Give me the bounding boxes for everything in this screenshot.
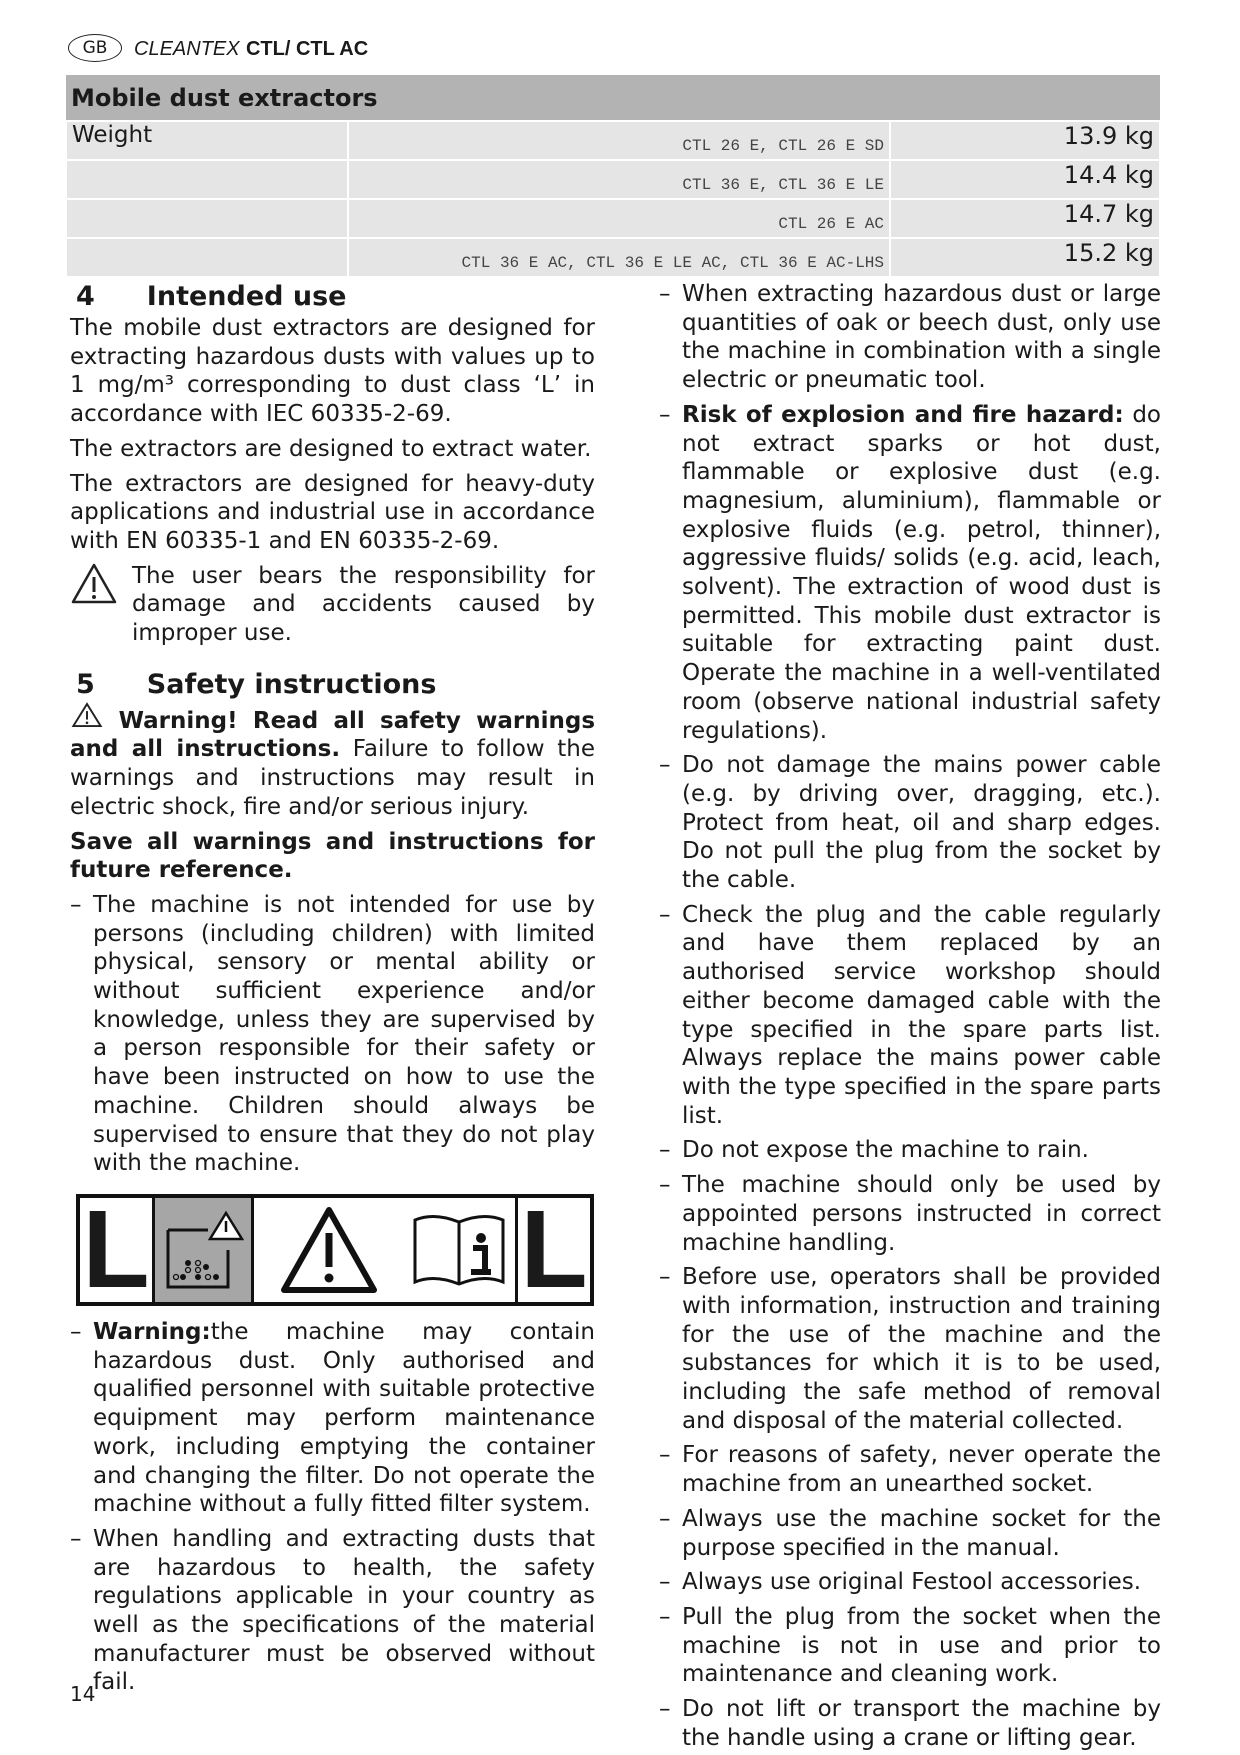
country-badge: GB bbox=[68, 34, 122, 62]
hazardous-dust-icon bbox=[155, 1198, 254, 1302]
safety-warning: Warning! Read all safety warnings and all instructions. Failure to follow the warnings and instructions may result in electric shock, fire and/or serious injury. bbox=[70, 702, 595, 822]
save-instructions: Save all warnings and instructions for future reference. bbox=[70, 828, 595, 884]
read-manual-icon bbox=[403, 1198, 518, 1302]
models: CTL 26 E, CTL 26 E SD bbox=[348, 121, 890, 160]
list-item: – The machine is not intended for use by persons (including children) with limited physical, sensory or mental ability or without sufficient experience and/or knowledge, unless they are supervised by a person responsible for their safety or have been instructed on how to use the machine. Children should always be supervised to ensure that they do not play with the machine. bbox=[70, 891, 595, 1178]
model: CTL/ CTL AC bbox=[245, 37, 369, 60]
table-row bbox=[66, 238, 1160, 277]
list-item: – Always use original Festool accessories. bbox=[659, 1568, 1161, 1597]
list-item: – When handling and extracting dusts that are hazardous to health, the safety regulations applicable in your country as well as the specifications of the material manufacturer must be observed without fail. bbox=[70, 1525, 595, 1697]
list-item: – When extracting hazardous dust or large quantities of oak or beech dust, only use the machine in combination with a single electric or pneumatic tool. bbox=[659, 280, 1161, 395]
section-4-heading: 4 Intended use bbox=[76, 281, 347, 312]
paragraph: The extractors are designed to extract water. bbox=[70, 435, 592, 462]
warning-triangle-icon bbox=[70, 702, 104, 728]
right-column bbox=[659, 280, 1161, 1755]
warning-triangle-icon bbox=[70, 562, 118, 606]
brand: CLEANTEX bbox=[134, 37, 240, 60]
page-number: 14 bbox=[70, 1682, 96, 1706]
list-item: – Always use the machine socket for the purpose specified in the manual. bbox=[659, 1505, 1161, 1562]
list-item: – Before use, operators shall be provided with information, instruction and training for the use of the machine and the substances for which it is to be used, including the safe method of removal and disposal of the material collected. bbox=[659, 1263, 1161, 1435]
list-item: – Do not lift or transport the machine by the handle using a crane or lifting gear. bbox=[659, 1695, 1161, 1752]
list-item: – For reasons of safety, never operate the machine from an unearthed socket. bbox=[659, 1441, 1161, 1498]
warning-triangle-icon bbox=[254, 1198, 403, 1302]
list-item: – Pull the plug from the socket when the machine is not in use and prior to maintenance and cleaning work. bbox=[659, 1603, 1161, 1689]
weight-value: 14.7 kg bbox=[890, 199, 1160, 238]
list-item: – Warning:the machine may contain hazardous dust. Only authorised and qualified personnel with suitable protective equipment may perform maintenance work, including emptying the container and changing the filter. Do not operate the machine without a fully fitted filter system. bbox=[70, 1318, 595, 1519]
list-item: – Do not expose the machine to rain. bbox=[659, 1136, 1161, 1165]
table-row bbox=[66, 160, 1160, 199]
weight-value: 15.2 kg bbox=[890, 238, 1160, 277]
warning-note: The user bears the responsibility for damage and accidents caused by improper use. bbox=[70, 562, 595, 654]
models: CTL 36 E, CTL 36 E LE bbox=[348, 160, 890, 199]
section-5-heading: 5 Safety instructions bbox=[76, 668, 437, 700]
weight-value: 14.4 kg bbox=[890, 160, 1160, 199]
spec-table bbox=[65, 75, 1161, 278]
spec-table-title: Mobile dust extractors bbox=[66, 75, 1160, 121]
models: CTL 26 E AC bbox=[348, 199, 890, 238]
list-item: – The machine should only be used by appointed persons instructed in correct machine handling. bbox=[659, 1171, 1161, 1257]
table-row bbox=[66, 199, 1160, 238]
dust-class-letter: L bbox=[82, 1187, 150, 1311]
paragraph: The mobile dust extractors are designed for extracting hazardous dusts with values up to 1 mg/m³ corresponding to dust class ‘L’ in accordance with IEC 60335-2-69. bbox=[70, 315, 595, 428]
dust-class-pictogram bbox=[76, 1187, 594, 1311]
list-item: – Do not damage the mains power cable (e.g. by driving over, dragging, etc.). Protect from heat, oil and sharp edges. Do not pull the plug from the socket by the cable. bbox=[659, 751, 1161, 895]
dust-class-letter: L bbox=[520, 1187, 588, 1311]
page-header bbox=[68, 34, 368, 62]
table-row bbox=[66, 121, 1160, 160]
paragraph: The extractors are designed for heavy-duty applications and industrial use in accordance with EN 60335-1 and EN 60335-2-69. bbox=[70, 470, 595, 554]
models: CTL 36 E AC, CTL 36 E LE AC, CTL 36 E AC-LHS bbox=[348, 238, 890, 277]
list-item: – Risk of explosion and fire hazard: do not extract sparks or hot dust, flammable or explosive dust (e.g. magnesium, aluminium), flammable or explosive fluids (e.g. petrol, thinner), aggressive fluids/ solids (e.g. acid, leach, solvent). The extraction of wood dust is permitted. This mobile dust extractor is suitable for extracting paint dust. Operate the machine in a well-ventilated room (observe national industrial safety regulations). bbox=[659, 401, 1161, 745]
weight-value: 13.9 kg bbox=[890, 121, 1160, 160]
list-item: – Check the plug and the cable regularly and have them replaced by an authorised service workshop should either become damaged cable with the type specified in the spare parts list. Always replace the mains power cable with the type specified in the spare parts list. bbox=[659, 901, 1161, 1131]
left-column bbox=[70, 280, 595, 1703]
weight-label: Weight bbox=[66, 121, 348, 160]
